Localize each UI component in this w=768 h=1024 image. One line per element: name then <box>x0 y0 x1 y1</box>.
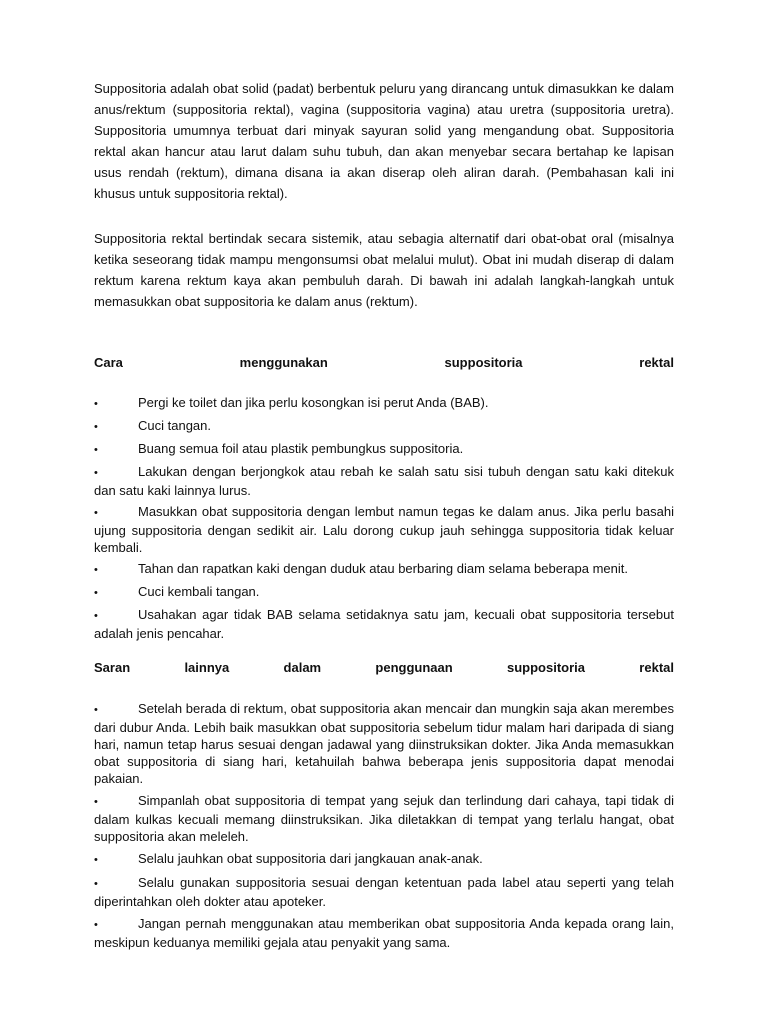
list-item-text: Cuci kembali tangan. <box>138 584 260 599</box>
bullet-icon: • <box>94 878 98 890</box>
bullet-icon: • <box>94 467 98 479</box>
list-item-text: Selalu jauhkan obat suppositoria dari jangkauan anak-anak. <box>138 851 483 866</box>
bullet-icon: • <box>94 610 98 622</box>
heading-word: Saran <box>94 660 131 675</box>
bullet-icon: • <box>94 564 98 576</box>
bullet-icon: • <box>94 444 98 456</box>
list-item-text: Selalu gunakan suppositoria sesuai dengan ketentuan pada label atau seperti yang telah diperintahkan oleh dokter atau apoteker. <box>94 875 674 909</box>
bullet-icon: • <box>94 421 98 433</box>
heading-word: dalam <box>283 660 322 675</box>
heading-word: rektal <box>639 355 674 370</box>
list-item-text: Buang semua foil atau plastik pembungkus suppositoria. <box>138 441 464 456</box>
list-item-text: Jangan pernah menggunakan atau memberikan obat suppositoria Anda kepada orang lain, meskipun keduanya memiliki gejala atau penyakit yang sama. <box>94 916 674 950</box>
list-item <box>94 606 674 642</box>
list-item <box>94 394 674 413</box>
list-item-text: Usahakan agar tidak BAB selama setidaknya satu jam, kecuali obat suppositoria tersebut adalah jenis pencahar. <box>94 607 674 641</box>
list-item-text: Cuci tangan. <box>138 418 211 433</box>
heading-word: Cara <box>94 355 123 370</box>
usage-steps-list <box>94 394 674 646</box>
list-item-text: Pergi ke toilet dan jika perlu kosongkan isi perut Anda (BAB). <box>138 395 489 410</box>
tips-list <box>94 700 674 956</box>
list-item-text: Tahan dan rapatkan kaki dengan duduk atau berbaring diam selama beberapa menit. <box>138 561 629 576</box>
bullet-icon: • <box>94 704 98 716</box>
heading-word: menggunakan <box>239 355 328 370</box>
heading-word: lainnya <box>184 660 230 675</box>
bullet-icon: • <box>94 796 98 808</box>
bullet-icon: • <box>94 587 98 599</box>
list-item-text: Setelah berada di rektum, obat suppositoria akan mencair dan mungkin saja akan merembes dari dubur Anda. Lebih baik masukkan obat suppositoria sebelum tidur malam hari daripada di siang hari, namun tetap harus sesuai dengan jadawal yang diinstruksikan dokter. Jika Anda memasukkan obat suppositoria di siang hari, ketahuilah bahwa beberapa jenis suppositoria dapat menodai pakaian. <box>94 701 674 786</box>
list-item-text: Masukkan obat suppositoria dengan lembut namun tegas ke dalam anus. Jika perlu basahi ujung suppositoria dengan sedikit air. Lalu dorong cukup jauh sehingga suppositoria tidak keluar kembali. <box>94 504 674 555</box>
bullet-icon: • <box>94 854 98 866</box>
section-heading-tips <box>94 659 674 677</box>
systemic-paragraph: Suppositoria rektal bertindak secara sistemik, atau sebagia alternatif dari obat-obat oral (misalnya ketika seseorang tidak mampu mengonsumsi obat melalui mulut). Obat ini mudah diserap di dalam rektum karena rektum kaya akan pembuluh darah. Di bawah ini adalah langkah-langkah untuk memasukkan obat suppositoria ke dalam anus (rektum). <box>94 231 674 309</box>
list-item <box>94 792 674 845</box>
list-item <box>94 874 674 910</box>
list-item <box>94 560 674 579</box>
bullet-icon: • <box>94 919 98 931</box>
list-item <box>94 440 674 459</box>
heading-word: suppositoria <box>506 660 585 675</box>
bullet-icon: • <box>94 398 98 410</box>
list-item <box>94 850 674 869</box>
heading-word: suppositoria <box>444 355 523 370</box>
heading-word: rektal <box>639 660 674 675</box>
list-item <box>94 915 674 951</box>
list-item <box>94 417 674 436</box>
list-item <box>94 503 674 556</box>
section-heading-usage <box>94 354 674 372</box>
intro-paragraph: Suppositoria adalah obat solid (padat) berbentuk peluru yang dirancang untuk dimasukkan ke dalam anus/rektum (suppositoria rektal), vagina (suppositoria vagina) atau uretra (suppositoria uretra). Suppositoria umumnya terbuat dari minyak sayuran solid yang mengandung obat. Suppositoria rektal akan hancur atau larut dalam suhu tubuh, dan akan menyebar secara bertahap ke lapisan usus rendah (rektum), dimana disana ia akan diserap oleh aliran darah. (Pembahasan kali ini khusus untuk suppositoria rektal). <box>94 81 674 201</box>
bullet-icon: • <box>94 507 98 519</box>
list-item <box>94 583 674 602</box>
heading-word: penggunaan <box>375 660 453 675</box>
list-item <box>94 463 674 499</box>
list-item-text: Simpanlah obat suppositoria di tempat yang sejuk dan terlindung dari cahaya, tapi tidak di dalam kulkas kecuali memang diinstruksikan. Jika diletakkan di tempat yang terlalu hangat, obat suppositoria akan meleleh. <box>94 793 674 844</box>
list-item-text: Lakukan dengan berjongkok atau rebah ke salah satu sisi tubuh dengan satu kaki ditekuk dan satu kaki lainnya lurus. <box>94 464 674 498</box>
list-item <box>94 700 674 787</box>
